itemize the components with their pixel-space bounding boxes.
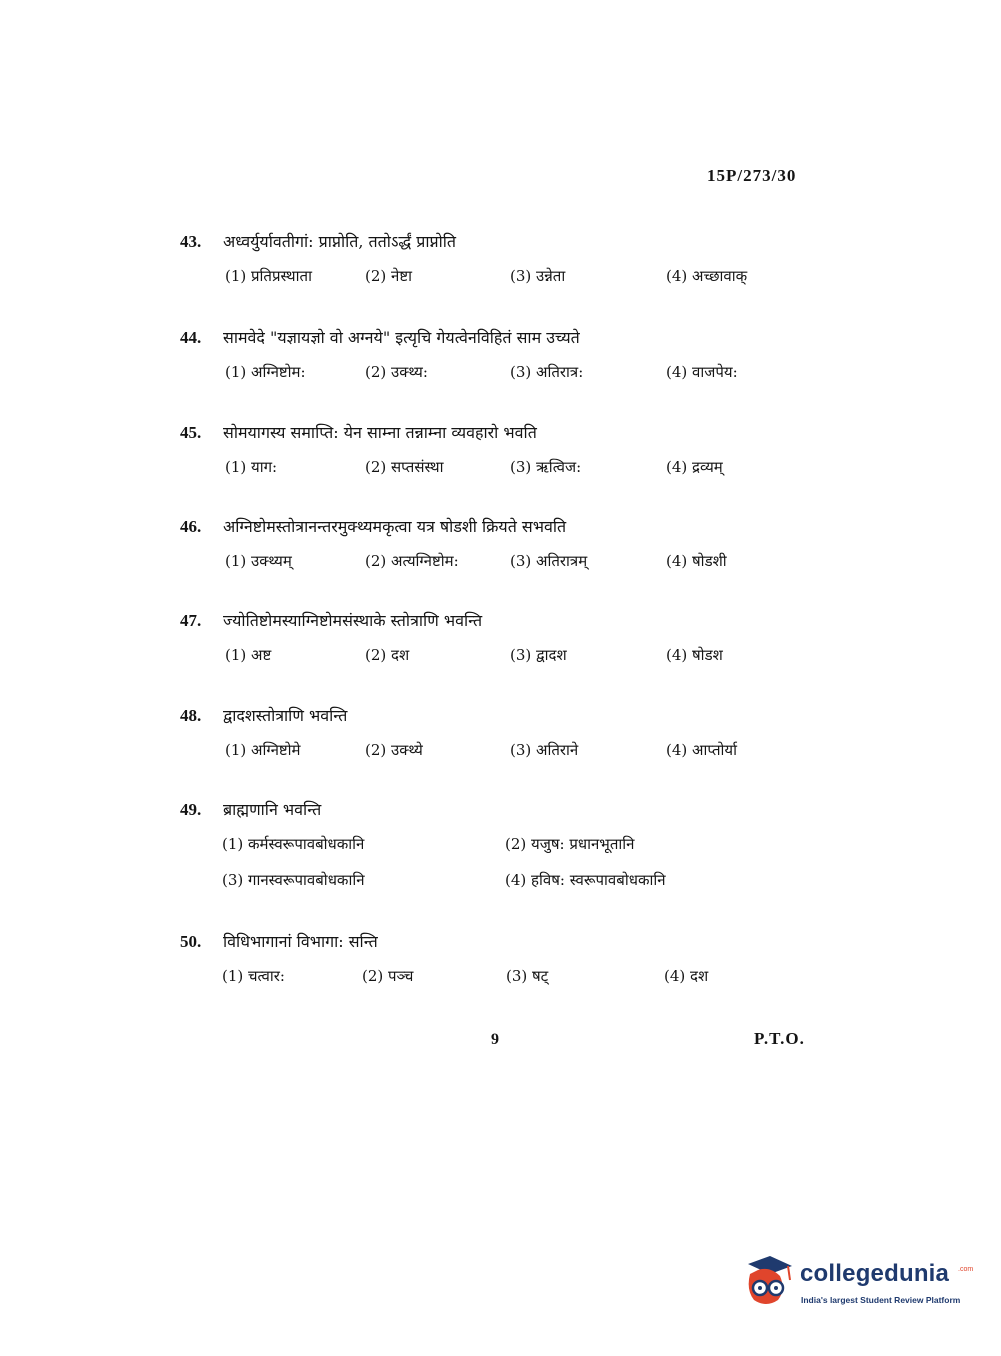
option-1: (1) प्रतिप्रस्थाता xyxy=(225,267,312,285)
question-number: 50. xyxy=(180,932,202,951)
paper-code: 15P/273/30 xyxy=(707,166,797,185)
question-43 xyxy=(180,230,820,290)
option-1: (1) अष्ट xyxy=(225,646,272,664)
page-number: 9 xyxy=(491,1031,499,1048)
options-row xyxy=(180,266,820,290)
options-row-2 xyxy=(180,870,820,892)
question-49 xyxy=(180,798,820,892)
question-47 xyxy=(180,609,820,669)
option-3: (3) द्वादश xyxy=(510,646,567,664)
question-number: 46. xyxy=(180,517,202,536)
option-2: (2) पञ्च xyxy=(362,967,414,985)
options-row xyxy=(180,645,820,669)
question-text: अध्वर्युर्यावतीगां: प्राप्नोति, ततोऽर्द्धं प्राप्नोति xyxy=(223,232,457,251)
options-row xyxy=(180,966,820,990)
option-2: (2) नेष्टा xyxy=(365,267,412,285)
question-46 xyxy=(180,515,820,575)
option-3: (3) अतिरात्र: xyxy=(510,363,584,381)
option-2: (2) उक्थ्य: xyxy=(365,363,428,381)
option-4: (4) अच्छावाक् xyxy=(666,267,748,285)
option-1: (1) उक्थ्यम् xyxy=(225,552,292,570)
option-4: (4) आप्तोर्या xyxy=(666,741,737,759)
option-4: (4) वाजपेय: xyxy=(666,363,738,381)
question-45 xyxy=(180,421,820,481)
option-3: (3) षट् xyxy=(506,967,549,985)
option-1: (1) अग्निष्टोमे xyxy=(225,741,301,759)
question-text: द्वादशस्तोत्राणि भवन्ति xyxy=(223,706,348,725)
question-48 xyxy=(180,704,820,764)
question-text: ब्राह्मणानि भवन्ति xyxy=(223,800,322,819)
option-2: (2) अत्यग्निष्टोम: xyxy=(365,552,459,570)
question-number: 44. xyxy=(180,328,202,347)
option-2: (2) सप्तसंस्था xyxy=(365,458,444,476)
option-3: (3) अतिरात्रम् xyxy=(510,552,588,570)
question-text: विधिभागानां विभागा: सन्ति xyxy=(223,932,378,951)
option-3: (3) उन्नेता xyxy=(510,267,566,285)
option-1: (1) याग: xyxy=(225,458,278,476)
mascot-logo-icon xyxy=(740,1254,796,1310)
brand-name: collegedunia xyxy=(800,1260,950,1287)
question-number: 47. xyxy=(180,611,202,630)
option-3: (3) अतिराने xyxy=(510,741,579,759)
options-row-1 xyxy=(180,834,820,856)
question-number: 48. xyxy=(180,706,202,725)
option-2: (2) उक्थ्ये xyxy=(365,741,423,759)
options-row xyxy=(180,457,820,481)
option-1: (1) कर्मस्वरूपावबोधकानि xyxy=(222,835,365,853)
option-1: (1) चत्वार: xyxy=(222,967,285,985)
options-row xyxy=(180,740,820,764)
pto-label: P.T.O. xyxy=(754,1029,805,1048)
option-3: (3) गानस्वरूपावबोधकानि xyxy=(222,871,365,889)
collegedunia-watermark xyxy=(740,1250,974,1312)
options-row xyxy=(180,551,820,575)
question-text: अग्निष्टोमस्तोत्रानन्तरमुक्थ्यमकृत्वा यत्र षोडशी क्रियते सभवति xyxy=(223,517,567,536)
question-number: 43. xyxy=(180,232,202,251)
question-44 xyxy=(180,326,820,386)
option-4: (4) षोडश xyxy=(666,646,723,664)
question-50 xyxy=(180,930,820,990)
brand-domain: .com xyxy=(958,1266,974,1273)
question-number: 49. xyxy=(180,800,202,819)
question-text: ज्योतिष्टोमस्याग्निष्टोमसंस्थाके स्तोत्राणि भवन्ति xyxy=(223,611,483,630)
option-1: (1) अग्निष्टोम: xyxy=(225,363,306,381)
option-4: (4) षोडशी xyxy=(666,552,727,570)
option-4: (4) दश xyxy=(664,967,709,985)
options-row xyxy=(180,362,820,386)
brand-tagline: India's largest Student Review Platform xyxy=(801,1295,961,1305)
option-4: (4) द्रव्यम् xyxy=(666,458,723,476)
option-2: (2) यजुष: प्रधानभूतानि xyxy=(505,835,635,853)
option-2: (2) दश xyxy=(365,646,410,664)
option-3: (3) ऋत्विज: xyxy=(510,458,582,476)
option-4: (4) हविष: स्वरूपावबोधकानि xyxy=(505,871,666,889)
question-text: सामवेदे "यज्ञायज्ञो वो अग्नये" इत्यृचि गेयत्वेनविहितं साम उच्यते xyxy=(223,328,580,347)
question-text: सोमयागस्य समाप्ति: येन साम्ना तन्नाम्ना व्यवहारो भवति xyxy=(223,423,537,442)
question-number: 45. xyxy=(180,423,202,442)
